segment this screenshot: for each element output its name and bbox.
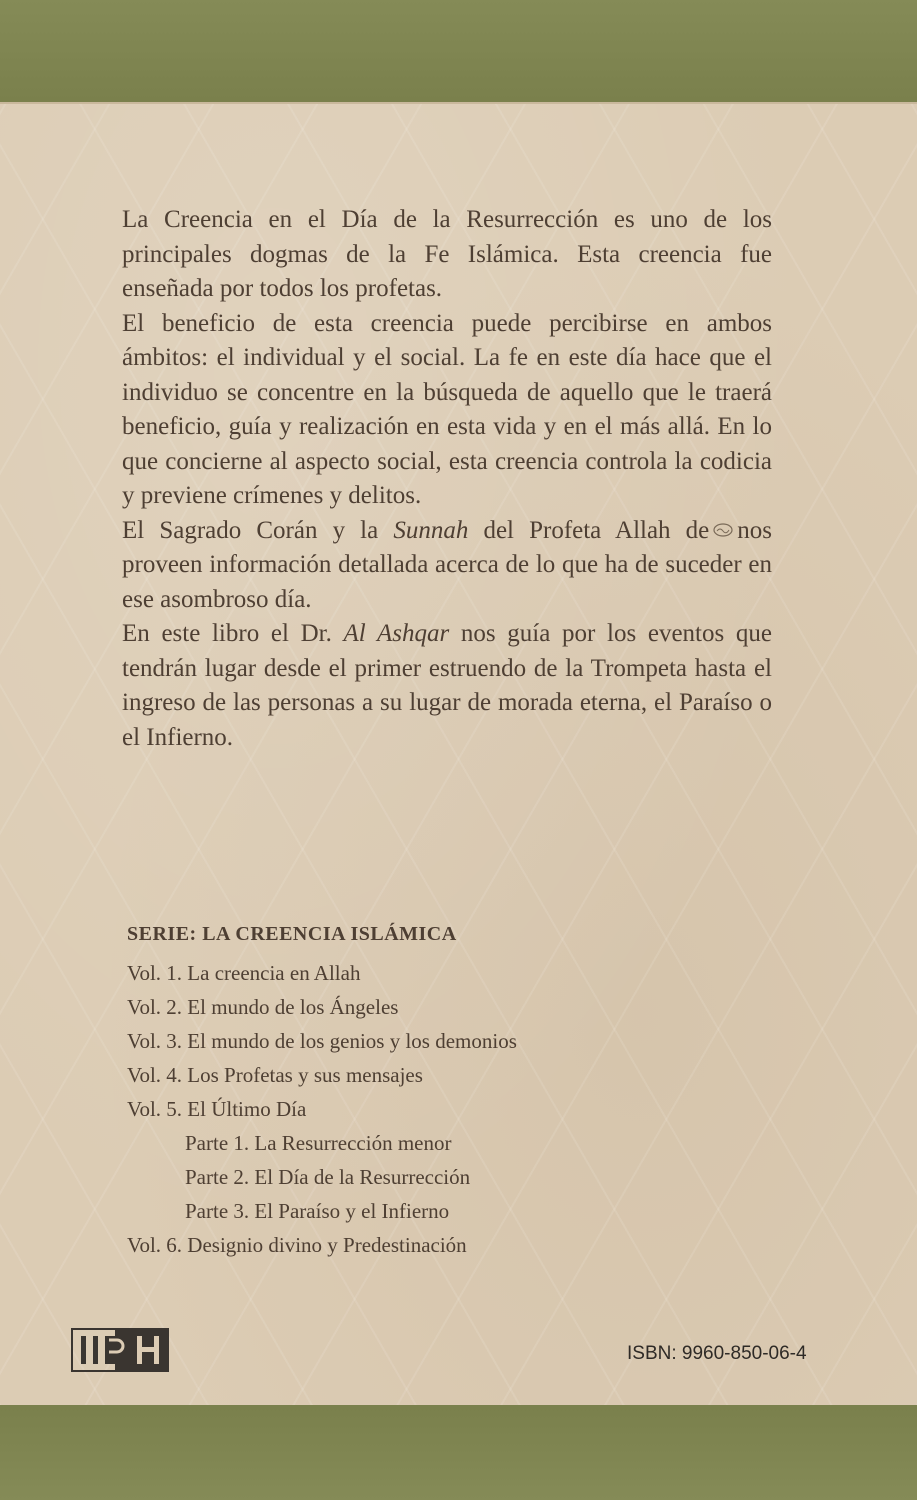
blurb-p4-text-a: En este libro el Dr. xyxy=(122,620,344,647)
series-item-vol-3: Vol. 3. El mundo de los genios y los demonios xyxy=(127,1029,517,1053)
series-section xyxy=(127,923,647,1262)
series-subitem-part-2: Parte 2. El Día de la Resurrección xyxy=(185,1165,471,1189)
arabic-honorific-seal-icon xyxy=(713,523,733,537)
blurb-p4-text-b: nos guía por los eventos que tendrán lugar desde el primer estruendo de la Trompeta hasta el ingreso de las personas a su lugar de morada eterna, el Paraíso o el Infierno. xyxy=(122,620,772,751)
blurb-p3-text-c: nos proveen información detallada acerca de lo que ha de suceder en ese asombroso día. xyxy=(122,516,772,613)
blurb-p3-emphasis: Sunnah xyxy=(393,516,469,544)
isbn-label: ISBN: 9960-850-06-4 xyxy=(627,1343,807,1364)
top-olive-band xyxy=(0,0,917,102)
series-item-vol-6: Vol. 6. Designio divino y Predestinación xyxy=(127,1233,467,1257)
series-subitem-part-3: Parte 3. El Paraíso y el Infierno xyxy=(185,1199,450,1223)
series-item-vol-2: Vol. 2. El mundo de los Ángeles xyxy=(127,995,399,1019)
series-item-vol-4: Vol. 4. Los Profetas y sus mensajes xyxy=(127,1063,423,1087)
iiph-logo xyxy=(71,1328,169,1372)
blurb-p3-text-b: del Profeta Allah de xyxy=(468,516,710,544)
blurb-p3-text-a: El Sagrado Corán y la xyxy=(122,516,394,544)
cover-blurb xyxy=(122,203,772,755)
series-list xyxy=(127,956,647,1262)
series-item-vol-5: Vol. 5. El Último Día xyxy=(127,1097,307,1121)
blurb-paragraph-1: La Creencia en el Día de la Resurrección es uno de los principales dogmas de la Fe Islámica. Esta creencia fue enseñada por todos los profetas. xyxy=(122,206,772,302)
series-subitem-part-1: Parte 1. La Resurrección menor xyxy=(185,1131,452,1155)
series-title: SERIE: LA CREENCIA ISLÁMICA xyxy=(127,923,457,945)
blurb-paragraph-4 xyxy=(122,617,772,755)
series-item-vol-1: Vol. 1. La creencia en Allah xyxy=(127,961,361,985)
blurb-paragraph-2: El beneficio de esta creencia puede percibirse en ambos ámbitos: el individual y el social. La fe en este día hace que el individuo se concentre en la búsqueda de aquello que le traerá beneficio, guía y realización en esta vida y en el más allá. En lo que concierne al aspecto social, esta creencia controla la codicia y previene crímenes y delitos. xyxy=(122,309,772,509)
bottom-olive-band xyxy=(0,1405,917,1500)
blurb-paragraph-3 xyxy=(122,514,772,618)
blurb-p4-emphasis: Al Ashqar xyxy=(343,620,450,647)
